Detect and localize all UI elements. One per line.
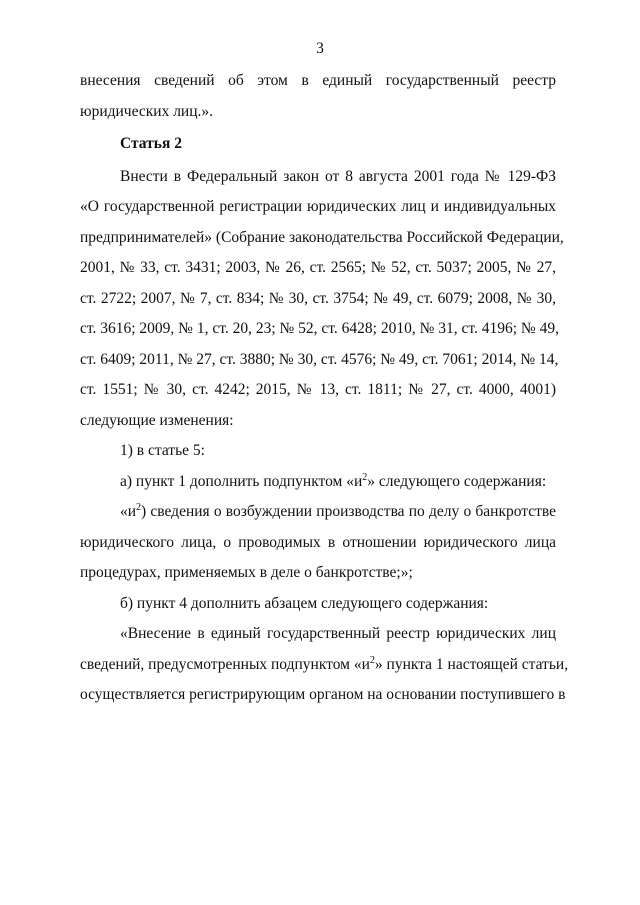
text-fragment: ) сведения о возбуждении производства по делу о банкротстве: [141, 503, 556, 520]
text-line: ст. 3616; 2009, № 1, ст. 20, 23; № 52, ст. 6428; 2010, № 31, ст. 4196; № 49,: [80, 320, 559, 337]
text-fragment: а) пункт 1 дополнить подпунктом «и: [120, 472, 363, 490]
text-fragment: «и: [120, 503, 137, 520]
page-number: 3: [316, 40, 324, 57]
text-line: ст. 6409; 2011, № 27, ст. 3880; № 30, ст. 4576; № 49, ст. 7061; 2014, № 14,: [80, 350, 559, 368]
text-line: 1) в статье 5:: [120, 442, 205, 459]
text-line: 2001, № 33, ст. 3431; 2003, № 26, ст. 2565; № 52, ст. 5037; 2005, № 27,: [80, 259, 556, 276]
superscript: 2: [362, 471, 368, 483]
text-line: осуществляется регистрирующим органом на основании поступившего в: [80, 686, 566, 703]
text-line: [80, 650, 569, 681]
text-fragment: » следующего содержания:: [367, 472, 547, 490]
document-body: [80, 66, 569, 711]
text-line: процедурах, применяемых в деле о банкротстве;»;: [80, 564, 413, 581]
superscript: 2: [136, 501, 142, 513]
text-line: внесения сведений об этом в единый государственный реестр: [80, 72, 556, 89]
text-line: ст. 2722; 2007, № 7, ст. 834; № 30, ст. 3754; № 49, ст. 6079; 2008, № 30,: [80, 289, 556, 307]
text-line: б) пункт 4 дополнить абзацем следующего содержания:: [120, 594, 489, 612]
text-fragment: сведений, предусмотренных подпунктом «и: [80, 655, 370, 673]
text-line: «О государственной регистрации юридических лиц и индивидуальных: [80, 198, 556, 215]
text-line: [80, 497, 556, 528]
text-line: юридического лица, о проводимых в отношении юридического лица: [80, 533, 556, 551]
article-heading: Статья 2: [120, 135, 182, 152]
text-fragment: » пункта 1 настоящей статьи,: [374, 655, 569, 673]
text-line: Внести в Федеральный закон от 8 августа 2001 года № 129-ФЗ: [120, 167, 556, 185]
text-line: юридических лиц.».: [80, 102, 214, 120]
superscript: 2: [369, 654, 375, 666]
text-line: следующие изменения:: [80, 411, 234, 429]
text-line: [80, 467, 556, 498]
text-line: ст. 1551; № 30, ст. 4242; 2015, № 13, ст. 1811; № 27, ст. 4000, 4001): [80, 381, 556, 398]
text-line: предпринимателей» (Собрание законодательства Российской Федерации,: [80, 228, 564, 246]
text-line: «Внесение в единый государственный реестр юридических лиц: [120, 625, 556, 642]
